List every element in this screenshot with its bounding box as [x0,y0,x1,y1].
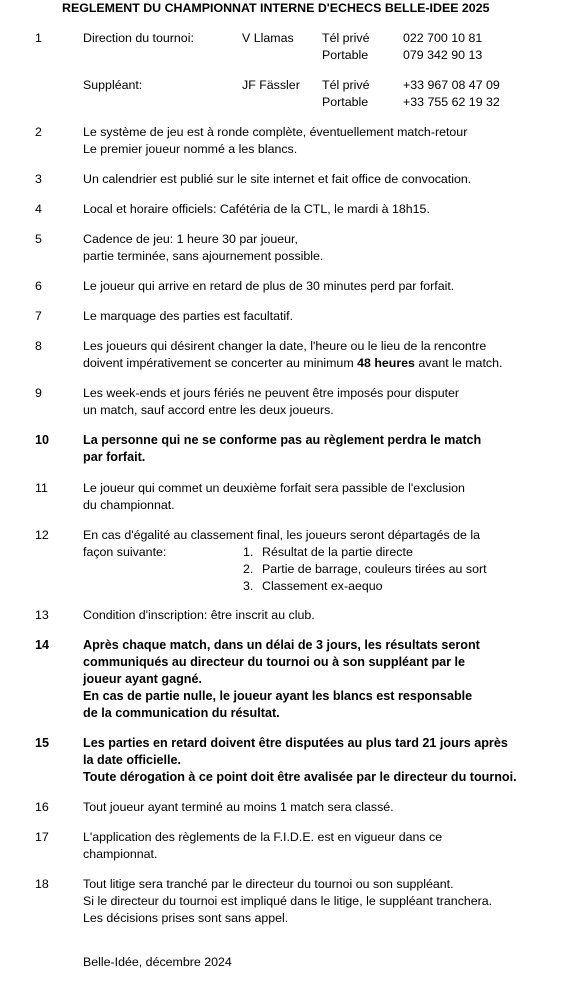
rule-12-option-number: 3. [243,579,254,593]
rule-8-line-2 [83,355,502,372]
rule-5-line-2: partie terminée, sans ajournement possible. [83,249,324,263]
rule-12-option-text: Classement ex-aequo [262,579,383,593]
rule-number-16: 16 [35,800,49,814]
rule-number-8: 8 [35,339,42,353]
rule-15-line-1: Les parties en retard doivent être disputées au plus tard 21 jours après [83,736,508,750]
rule-18-line-1: Tout litige sera tranché par le directeur du tournoi ou son suppléant. [83,877,454,891]
substitute-mobile-label: Portable [322,95,369,109]
rule-number-15: 15 [35,736,50,750]
rule-18-line-3: Les décisions prises sont sans appel. [83,911,289,925]
rule-9-line-2: un match, sauf accord entre les deux joueurs. [83,403,334,417]
rule-3-line-1: Un calendrier est publié sur le site internet et fait office de convocation. [83,172,472,186]
substitute-mobile: +33 755 62 19 32 [403,95,500,109]
rule-4-line-1: Local et horaire officiels: Cafétéria de la CTL, le mardi à 18h15. [83,202,430,216]
rule-number-14: 14 [35,638,50,652]
rule-12-option-text: Résultat de la partie directe [262,545,413,559]
director-mobile: 079 342 90 13 [403,48,483,62]
rule-12-option-number: 1. [243,545,254,559]
rule-15-line-2: la date officielle. [83,753,181,767]
rule-number-18: 18 [35,877,49,891]
rule-number-5: 5 [35,232,42,246]
rule-9-line-1: Les week-ends et jours fériés ne peuvent être imposés pour disputer [83,386,460,400]
rule-8-line-2-a: doivent impérativement se concerter au minimum [83,356,358,370]
rule-8-line-1: Les joueurs qui désirent changer la date, l'heure ou le lieu de la rencontre [83,339,487,353]
rule-14-line-5: de la communication du résultat. [83,706,280,720]
rule-8-line-2-c: avant le match. [414,356,503,370]
rule-7-line-1: Le marquage des parties est facultatif. [83,309,294,323]
rule-16-line-1: Tout joueur ayant terminé au moins 1 match sera classé. [83,800,394,814]
rule-2-line-1: Le système de jeu est à ronde complète, éventuellement match-retour [83,125,468,139]
rule-5-line-1: Cadence de jeu: 1 heure 30 par joueur, [83,232,298,246]
director-mobile-label: Portable [322,48,369,62]
rule-number-10: 10 [35,433,50,447]
rule-number-6: 6 [35,279,42,293]
document-title: REGLEMENT DU CHAMPIONNAT INTERNE D'ECHECS BELLE-IDEE 2025 [62,1,490,15]
rule-number-4: 4 [35,202,42,216]
rule-number-7: 7 [35,309,42,323]
rule-10-line-2: par forfait. [83,450,146,464]
rule-11-line-1: Le joueur qui commet un deuxième forfait sera passible de l'exclusion [83,481,465,495]
rule-number-9: 9 [35,386,42,400]
rule-12-line-1: En cas d'égalité au classement final, les joueurs seront départagés de la [83,528,481,542]
substitute-phone: +33 967 08 47 09 [403,78,500,92]
rule-17-line-2: championnat. [83,847,158,861]
rule-13-line-1: Condition d'inscription: être inscrit au club. [83,608,315,622]
rule-number-3: 3 [35,172,42,186]
director-name: V Llamas [242,31,294,45]
rule-18-line-2: Si le directeur du tournoi est impliqué dans le litige, le suppléant tranchera. [83,894,493,908]
rule-14-line-1: Après chaque match, dans un délai de 3 jours, les résultats seront [83,638,480,652]
rule-8-emphasis: 48 heures [357,356,415,370]
rule-17-line-1: L'application des règlements de la F.I.D.E. est en vigueur dans ce [83,830,443,844]
rule-number-12: 12 [35,528,49,542]
rule-10-line-1: La personne qui ne se conforme pas au règlement perdra le match [83,433,482,447]
rule-12-option-text: Partie de barrage, couleurs tirées au sort [262,562,487,576]
rule-number-2: 2 [35,125,42,139]
rule-12-line-2: façon suivante: [83,545,167,559]
substitute-phone-label: Tél privé [322,78,370,92]
substitute-role: Suppléant: [83,78,143,92]
substitute-name: JF Fässler [242,78,300,92]
rule-14-line-3: joueur ayant gagné. [83,672,202,686]
rule-14-line-2: communiqués au directeur du tournoi ou à son suppléant par le [83,655,466,669]
rule-number-17: 17 [35,830,49,844]
director-phone: 022 700 10 81 [403,31,483,45]
rule-number-13: 13 [35,608,49,622]
rule-number-11: 11 [35,481,48,495]
rule-6-line-1: Le joueur qui arrive en retard de plus de 30 minutes perd par forfait. [83,279,455,293]
rule-11-line-2: du championnat. [83,498,175,512]
rule-14-line-4: En cas de partie nulle, le joueur ayant les blancs est responsable [83,689,473,703]
rule-15-line-3: Toute dérogation à ce point doit être avalisée par le directeur du tournoi. [83,770,517,784]
director-phone-label: Tél privé [322,31,370,45]
rule-2-line-2: Le premier joueur nommé a les blancs. [83,142,298,156]
rule-12-option-number: 2. [243,562,254,576]
document-footer-date: Belle-Idée, décembre 2024 [83,955,232,969]
director-role: Direction du tournoi: [83,31,194,45]
rule-number-1: 1 [35,31,42,45]
